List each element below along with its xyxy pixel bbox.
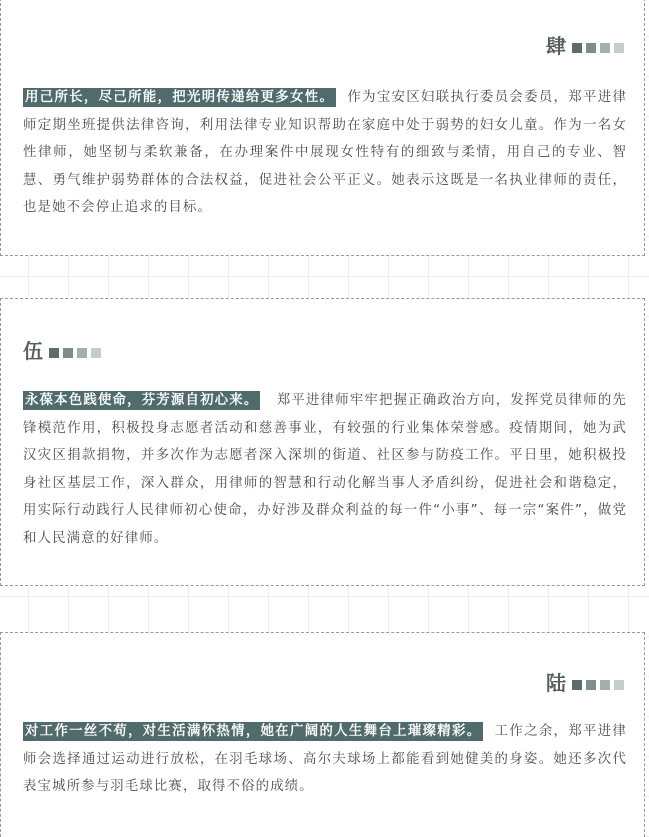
section-numeral: 伍 [23,339,43,363]
section-card-5 [0,298,645,586]
highlight-phrase: 用己所长，尽己所能，把光明传递给更多女性。 [25,90,335,105]
decorative-squares [49,348,101,358]
section-paragraph [23,387,627,552]
section-heading-5 [23,341,101,361]
section-numeral: 肆 [546,34,566,58]
paragraph-body: 郑平进律师牢牢把握正确政治方向，发挥党员律师的先锋模范作用，积极投身志愿者活动和慈善事业，有较强的行业集体荣誉感。疫情期间，她为武汉灾区捐款捐物，并多次作为志愿者深入深圳的街道、社区参与防疫工作。平日里，她积极投身社区基层工作，深入群众，用律师的智慧和行动化解当事人矛盾纠纷，促进社会和谐稳定，用实际行动践行人民律师初心使命，办好涉及群众利益的每一件“小事”、每一宗“案件”，做党和人民满意的好律师。 [23,393,627,546]
section-card-6 [0,632,645,837]
decorative-squares [572,680,624,690]
paragraph-body: 作为宝安区妇联执行委员会委员，郑平进律师定期坐班提供法律咨询，利用法律专业知识帮助在家庭中处于弱势的妇女儿童。作为一名女性律师，她坚韧与柔软兼备，在办理案件中展现女性特有的细致与柔情，用自己的专业、智慧、勇气维护弱势群体的合法权益，促进社会公平正义。她表示这既是一名执业律师的责任，也是她不会停止追求的目标。 [23,90,627,215]
section-card-4 [0,0,645,256]
paragraph-body: 工作之余，郑平进律师会选择通过运动进行放松，在羽毛球场、高尔夫球场上都能看到她健美的身姿。她还多次代表宝城所参与羽毛球比赛，取得不俗的成绩。 [23,724,627,794]
section-numeral: 陆 [546,671,566,695]
decorative-squares [572,43,624,53]
section-heading-6 [546,673,624,693]
section-paragraph [23,718,627,801]
highlight-phrase: 对工作一丝不苟，对生活满怀热情，她在广阔的人生舞台上璀璨精彩。 [25,724,482,739]
highlight-phrase: 永葆本色践使命，芬芳源自初心来。 [25,393,259,408]
section-heading-4 [546,36,624,56]
section-paragraph [23,84,627,222]
